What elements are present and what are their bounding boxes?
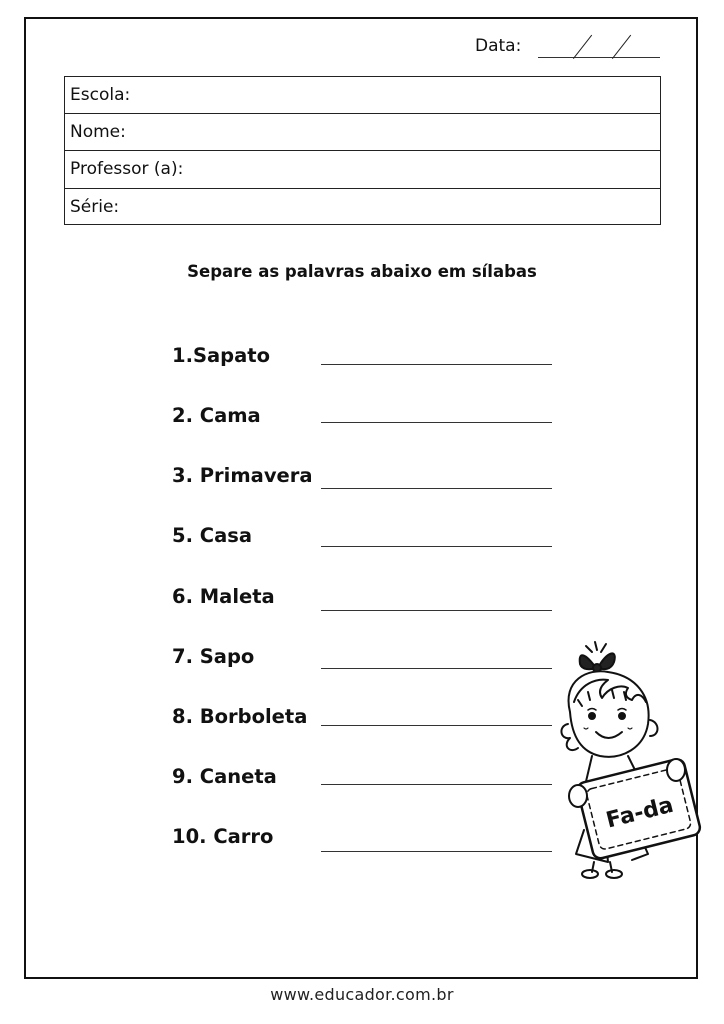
school-field[interactable]	[65, 77, 660, 114]
teacher-field[interactable]	[65, 151, 660, 188]
teacher-label: Professor (a):	[70, 159, 184, 180]
name-field[interactable]	[65, 114, 660, 151]
word-item: 10. Carro	[172, 825, 274, 848]
word-item: 6. Maleta	[172, 585, 275, 608]
date-label: Data:	[475, 36, 522, 56]
word-item: 2. Cama	[172, 404, 261, 427]
student-info-table	[64, 76, 661, 225]
word-item: 3. Primavera	[172, 464, 313, 487]
answer-line[interactable]	[321, 784, 552, 785]
answer-line[interactable]	[321, 546, 552, 547]
grade-label: Série:	[70, 197, 120, 218]
answer-line[interactable]	[321, 725, 552, 726]
girl-holding-sign-illustration	[548, 640, 708, 880]
answer-line[interactable]	[321, 422, 552, 423]
footer-website: www.educador.com.br	[270, 985, 454, 1004]
word-item: 5. Casa	[172, 524, 252, 547]
grade-field[interactable]	[65, 189, 660, 226]
word-item: 9. Caneta	[172, 765, 277, 788]
sign-text: Fa-da	[603, 792, 676, 834]
date-field-line[interactable]	[538, 57, 660, 58]
name-label: Nome:	[70, 122, 126, 143]
answer-line[interactable]	[321, 364, 552, 365]
word-item: 7. Sapo	[172, 645, 255, 668]
answer-line[interactable]	[321, 851, 552, 852]
answer-line[interactable]	[321, 668, 552, 669]
word-item: 8. Borboleta	[172, 705, 308, 728]
school-label: Escola:	[70, 85, 131, 106]
word-item: 1.Sapato	[172, 344, 271, 367]
answer-line[interactable]	[321, 488, 552, 489]
exercise-instruction: Separe as palavras abaixo em sílabas	[187, 262, 537, 281]
answer-line[interactable]	[321, 610, 552, 611]
